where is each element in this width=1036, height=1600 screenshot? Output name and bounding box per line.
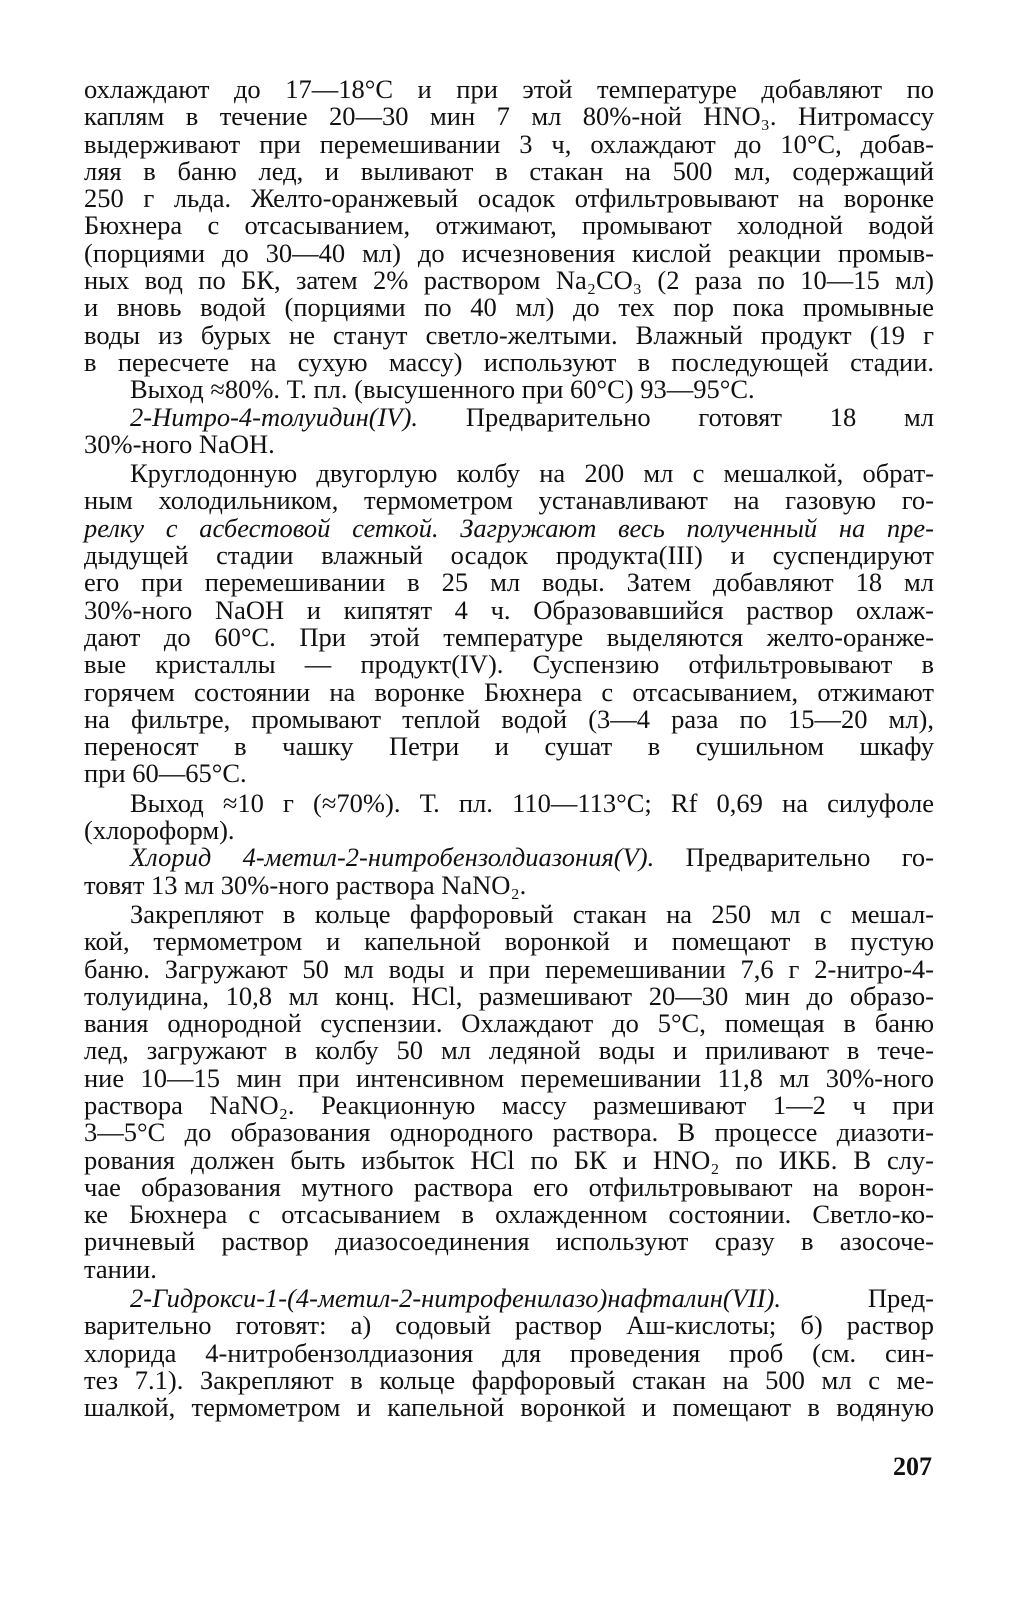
text-line: [84, 676, 934, 707]
text-line: [84, 212, 934, 239]
line-text: толуидина, 10,8 мл конц. HCl, размешивают 20—30 мин до образо-: [84, 980, 934, 1011]
line-text: Круглодонную двугорлую колбу на 200 мл с мешалкой, обрат-: [130, 458, 934, 489]
line-text: вания однородной суспензии. Охлаждают до 5°С, помещая в баню: [84, 1008, 934, 1039]
text-line: [84, 460, 934, 487]
text-line: [84, 487, 934, 514]
line-text: (хлороформ).: [84, 815, 235, 846]
text-line: [84, 1062, 934, 1093]
text-line: [84, 428, 934, 459]
line-text: Пред-: [781, 1283, 934, 1314]
text-line: [84, 651, 934, 678]
line-text: Предварительно готовят 18 мл: [418, 401, 934, 432]
line-text: чае образования мутного раствора его отфильтровывают на ворон-: [84, 1171, 934, 1202]
line-text: ляя в баню лед, и выливают в стакан на 500 мл, содержащий: [84, 155, 934, 186]
line-text: на фильтре, промывают теплой водой (3—4 раза по 15—20 мл),: [84, 703, 934, 734]
section-heading: 2-Нитро-4-толуидин(IV).: [130, 401, 419, 432]
text-line: [84, 928, 934, 955]
text-line: [84, 1285, 934, 1312]
text-line: [84, 817, 934, 844]
line-text: вые кристаллы — продукт(IV). Суспензию отфильтровывают в: [84, 649, 934, 680]
line-text: дают до 60°С. При этой температуре выделяются желто-оранже-: [84, 621, 934, 652]
line-text: ке Бюхнера с отсасыванием в охлажденном состоянии. Светло-ко-: [84, 1199, 934, 1230]
text-line: [84, 869, 934, 900]
line-text: (порциями до 30—40 мл) до исчезновения кислой реакции промыв-: [84, 237, 934, 268]
line-text: его при перемешивании в 25 мл воды. Затем добавляют 18 мл: [84, 567, 934, 598]
line-text: товят 13 мл 30%-ного раствора NaNO₂.: [84, 869, 527, 900]
line-text: охлаждают до 17—18°С и при этой температуре добавляют по: [84, 74, 934, 104]
text-line: [84, 844, 934, 871]
text-line: [84, 898, 934, 929]
text-line: [84, 787, 934, 818]
text-line: [84, 542, 934, 569]
line-text: дыдущей стадии влажный осадок продукта(III) и суспендируют: [84, 540, 934, 571]
line-text: рования должен быть избыток HCl по БК и HNO₂ по ИКБ. В слу-: [84, 1144, 934, 1175]
text-line: [84, 1337, 934, 1368]
text-line: [84, 953, 934, 984]
text-line: [84, 1037, 934, 1064]
line-text: каплям в течение 20—30 мин 7 мл 80%-ной HNO₃. Нитромассу: [84, 101, 934, 132]
line-text: Закрепляют в кольце фарфоровый стакан на 250 мл с мешал-: [130, 898, 934, 929]
line-text: Выход ≈80%. Т. пл. (высушенного при 60°С) 93—95°С.: [130, 374, 755, 405]
text-line: [84, 1394, 934, 1421]
line-text: раствора NaNO₂. Реакционную массу размешивают 1—2 ч при: [84, 1089, 934, 1120]
line-text: 30%-ного NaOH.: [84, 428, 275, 459]
text-line: [84, 1010, 934, 1037]
text-line: [84, 1312, 934, 1339]
page-number: 207: [893, 1452, 932, 1481]
text-line: [84, 760, 934, 787]
text-line: [84, 1253, 934, 1284]
text-line: [84, 294, 934, 321]
text-line: [84, 594, 934, 625]
line-text: лед, загружают в колбу 50 мл ледяной воды и приливают в тече-: [84, 1035, 934, 1066]
line-text: Предварительно го-: [654, 842, 934, 873]
line-text: кой, термометром и капельной воронкой и помещают в пустую: [84, 926, 934, 957]
line-text: ние 10—15 мин при интенсивном перемешивании 11,8 мл 30%-ного: [84, 1062, 934, 1093]
line-text: при 60—65°С.: [84, 758, 247, 789]
line-text: 30%-ного NaOH и кипятят 4 ч. Образовавшийся раствор охлаж-: [84, 594, 934, 625]
line-text: горячем состоянии на воронке Бюхнера с отсасыванием, отжимают: [84, 676, 934, 707]
text-line: [84, 569, 934, 596]
line-text: 250 г льда. Желто-оранжевый осадок отфильтровывают на воронке: [84, 183, 934, 214]
line-text: ричневый раствор диазосоединения используют сразу в азосоче-: [84, 1226, 934, 1257]
text-line: [84, 1201, 934, 1228]
line-text: тании.: [84, 1253, 157, 1284]
text-line: [84, 1364, 934, 1395]
text-line: [84, 155, 934, 186]
line-text: релку с асбестовой сеткой. Загружают весь полученный на пре-: [84, 512, 934, 543]
text-line: [84, 1171, 934, 1202]
text-line: [84, 237, 934, 268]
line-text: переносят в чашку Петри и сушат в сушильном шкафу: [84, 731, 934, 762]
text-line: [84, 703, 934, 734]
line-text: в пересчете на сухую массу) используют в последующей стадии.: [84, 346, 934, 377]
text-line: [84, 128, 934, 159]
text-line: [84, 1119, 934, 1146]
text-line: [84, 76, 934, 103]
line-text: хлорида 4-нитробензолдиазония для проведения проб (см. син-: [84, 1337, 934, 1368]
line-text: баню. Загружают 50 мл воды и при перемешивании 7,6 г 2-нитро-4-: [84, 953, 934, 984]
line-text: Бюхнера с отсасыванием, отжимают, промывают холодной водой: [84, 210, 934, 241]
line-text: ных вод по БК, затем 2% раствором Na₂CO₃ (2 раза по 10—15 мл): [84, 265, 934, 296]
line-text: Выход ≈10 г (≈70%). Т. пл. 110—113°С; Rf 0,69 на силуфоле: [130, 787, 934, 818]
text-line: [84, 980, 934, 1011]
body-text: [84, 76, 934, 1422]
section-heading: 2-Гидрокси-1-(4-метил-2-нитрофенилазо)нафталин(VII).: [130, 1283, 781, 1314]
line-text: варительно готовят: а) содовый раствор Аш-кислоты; б) раствор: [84, 1310, 934, 1341]
line-text: выдерживают при перемешивании 3 ч, охлаждают до 10°С, добав-: [84, 128, 934, 159]
line-text: ным холодильником, термометром устанавливают на газовую го-: [84, 485, 934, 516]
text-line: [84, 376, 934, 403]
line-text: тез 7.1). Закрепляют в кольце фарфоровый стакан на 500 мл с ме-: [84, 1364, 934, 1395]
line-text: воды из бурых не станут светло-желтыми. Влажный продукт (19 г: [84, 319, 934, 350]
text-line: [84, 401, 934, 432]
text-line: [84, 1228, 934, 1255]
text-line: [84, 267, 934, 294]
section-heading: Хлорид 4-метил-2-нитробензолдиазония(V).: [130, 842, 655, 873]
line-text: 3—5°С до образования однородного раствора. В процессе диазоти-: [84, 1117, 934, 1148]
text-line: [84, 621, 934, 652]
text-line: [84, 319, 934, 350]
line-text: и вновь водой (порциями по 40 мл) до тех пор пока промывные: [84, 292, 934, 323]
text-line: [84, 346, 934, 377]
text-line: [84, 512, 934, 543]
text-line: [84, 103, 934, 130]
text-line: [84, 185, 934, 212]
text-line: [84, 1144, 934, 1175]
text-line: [84, 1089, 934, 1120]
text-line: [84, 733, 934, 760]
line-text: шалкой, термометром и капельной воронкой и помещают в водяную: [84, 1392, 934, 1423]
